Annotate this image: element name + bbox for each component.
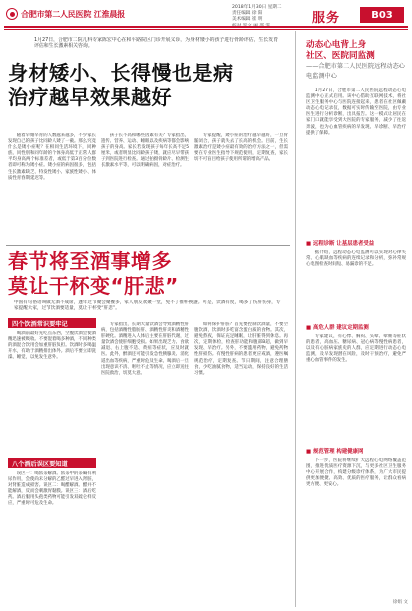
article2-column-2: [101, 322, 189, 607]
article2-headline: [8, 249, 290, 299]
right-article-headline: [306, 40, 406, 84]
column-separator: [295, 31, 296, 607]
article1-col3-text: 专家提醒，矮小症的治疗越早越好，一旦骨骺闭合，孩子就失去了长高的机会。目前，生长激素治疗是矮小症最有效的治疗方法之一，但需要在专业医生指导下规范使用，定期复查，家长切不可盲目给孩子使用所谓的增高产品。: [194, 133, 288, 163]
right-para-b-text: 据介绍，远程动态心电监测可以实现对心律失常、心肌缺血等疾病的连续记录和分析，弥补常规心电图检查时间短、易漏诊的不足。: [306, 250, 406, 268]
right-article-para-d: [306, 458, 406, 598]
right-headline-line1: 动态心电背上身: [306, 40, 367, 50]
right-para-a-text: 1月27日，合肥市第二人民医院远程动态心电监测中心正式启用。该中心借助互联网技术，将社区卫生服务中心与医院连接起来，患者在社区佩戴动态心电记录仪，数据可实时传输至医院，由专业医生进行分析诊断，出具报告。这一模式让居民在家门口就能享受到大医院的专家服务，减少了往返奔波，也为心血管疾病的早发现、早诊断、早治疗提供了保障。: [306, 88, 406, 136]
right-subhead-3: ■ 规范管理 构建健康网: [306, 449, 364, 455]
article-divider: [6, 245, 290, 246]
article2-column-3: [194, 322, 288, 607]
article2-subhead-2: 八个酒后误区要知道: [8, 458, 96, 468]
article2-col1a-text: 喝酒前最好先吃点东西，空腹饮酒会使酒精迅速被吸收。不要混着喝多种酒，不同种类的酒混合饮用会加重肝脏负担。饮酒时多喝温开水，有助于酒精排出体外。酒后不要立即洗澡、睡觉，以免发生意外。: [8, 331, 96, 361]
article2-headline-line1: 春节将至酒事增多: [8, 249, 172, 273]
right-headline-subtitle: ——合肥市第二人民医院远程动态心电监测中心: [306, 62, 405, 81]
editor-credit: 责任编辑 徐 阳: [232, 11, 263, 17]
header-rule-thin: [4, 29, 408, 30]
article1-col1-text: 随着早婚早育的人数越来越多，不少家长发现自己的孩子比同龄人矮了一截。那么究竟什么是矮小症呢？在相同生活环境下，同种族、同性别和同年龄的个体身高低于正常人群平均身高两个标准差者，或低于第3百分位数者即可称为矮小症。矮小症的病因很多，包括生长激素缺乏、特发性矮小、家族性矮小、体质性青春期延迟等。: [8, 133, 96, 181]
article2-col3-text: 如何保护肝脏？首先要控制饮酒量，不要空腹饮酒，饮酒时多吃富含蛋白质的食物。其次，避免熬夜，保证充足睡眠，让肝脏得到休息。再次，定期体检，检查肝功能和腹部B超，做到早发现、早治疗。另外，不要滥用药物，避免药物性肝损伤。有慢性肝病的患者更应戒酒，遵医嘱规范治疗，定期复查。节日期间，注意合理膳食，少吃油腻食物，适当运动，保持良好的生活习惯。: [194, 322, 288, 376]
article1-column-2: [101, 133, 189, 241]
section-title: 服务: [312, 11, 341, 26]
design-credit: 美术编辑 崔 明: [232, 17, 263, 23]
article1-lead: 1月27日，合肥市二院儿科专家陈宏中心在和平路院区门诊开展义诊，为身材矮小的孩子进行骨龄评估，生长发育评估和生长激素相关咨询。: [34, 37, 279, 50]
article1-col2-text: 孩子长不高和哪些因素有关？专家指出，遗传、营养、运动、睡眠以及疾病等都会影响孩子的身高。家长若发现孩子每年长高不足5厘米，或者明显比同龄孩子矮，就应尽早带孩子到医院进行检查。通过拍摄骨龄片、检测生长激素水平等，可以明确病因，对症治疗。: [101, 133, 189, 169]
right-article-para-a: [306, 88, 406, 238]
right-article-para-b: [306, 250, 406, 322]
header-rule: [4, 26, 408, 28]
page-number-badge: B03: [360, 7, 404, 23]
article1-headline: [8, 61, 290, 141]
article1-column-1: [8, 133, 96, 241]
article2-headline-line2: 莫让干杯变“肝悲”: [8, 274, 179, 298]
right-para-d-text: 下一步，医院将继续扩大远程心电网络覆盖范围，推进优质医疗资源下沉，与更多社区卫生服务中心开展合作，构建分级诊疗体系，为广大市民提供更加便捷、高效、优质的医疗服务，让群众看病更方便、更安心。: [306, 458, 406, 488]
article1-headline-line2: 治疗越早效果越好: [8, 85, 172, 109]
issue-date: 2018年1月30日 星期二: [232, 5, 282, 10]
masthead: 合肥市第二人民医院 江淮晨报: [21, 9, 125, 19]
right-para-c-text: 专家建议，有心悸、胸闷、头晕、晕厥等症状的患者，高血压、糖尿病、冠心病等慢性病患者，以及有心脏病家族史的人群，应定期进行动态心电监测，及早发现潜在风险，及时干预治疗，避免严重心血管事件的发生。: [306, 334, 406, 364]
right-article-para-c: [306, 334, 406, 446]
article1-column-3: [194, 133, 288, 241]
article2-col1b-text: 误区一：喝浓茶解酒。浓茶中的茶碱有利尿作用，会使尚未分解的乙醛过早进入肾脏，对肾脏造成损害。误区二：喝醋解酒。醋并不能解酒，反而会刺激胃黏膜。误区三：酒后吃药。酒后服用头孢类药物可能引发双硫仑样反应，严重时可危及生命。: [8, 471, 96, 507]
article2-lead: 中国有句俗语叫做无酒不成席，逢年过节聚会聚餐多，家人朋友欢聚一堂，免不了推杯换盏。可是，饮酒有度，喝多了伤肝伤身，专家提醒大家，过节饮酒要适量，莫让干杯变“肝悲”。: [14, 300, 281, 312]
byline: 徐娟 文: [392, 600, 408, 605]
article2-column-1b: [8, 471, 96, 607]
masthead-block: [6, 7, 136, 21]
right-subhead-1: ■ 远程诊断 让基层患者受益: [306, 241, 375, 247]
right-headline-line2: 社区、医院同监测: [306, 50, 375, 61]
article1-headline-line1: 身材矮小、长得慢也是病: [8, 61, 234, 85]
right-subhead-2: ■ 高危人群 建议定期监测: [306, 325, 369, 331]
article2-col2-text: 专家指出，长期大量饮酒会导致酒精性肝病，包括酒精性脂肪肝、酒精性肝炎和酒精性肝硬化。酒精进入人体后主要在肝脏代谢，过量饮酒会使肝细胞受损。如果出现乏力、食欲减退、右上腹不适、黄疸等症状，应及时就医。此外，醉酒还可能引发急性胰腺炎、消化道出血等疾病，严重时危及生命。喝酒后一旦出现意识不清、呕吐不止等情况，应立即送往医院救治，切莫大意。: [101, 322, 189, 376]
hospital-logo-icon: [6, 8, 18, 20]
article2-subhead-1: 四个饮酒常识要牢记: [8, 318, 96, 328]
article2-column-1a: [8, 331, 96, 455]
